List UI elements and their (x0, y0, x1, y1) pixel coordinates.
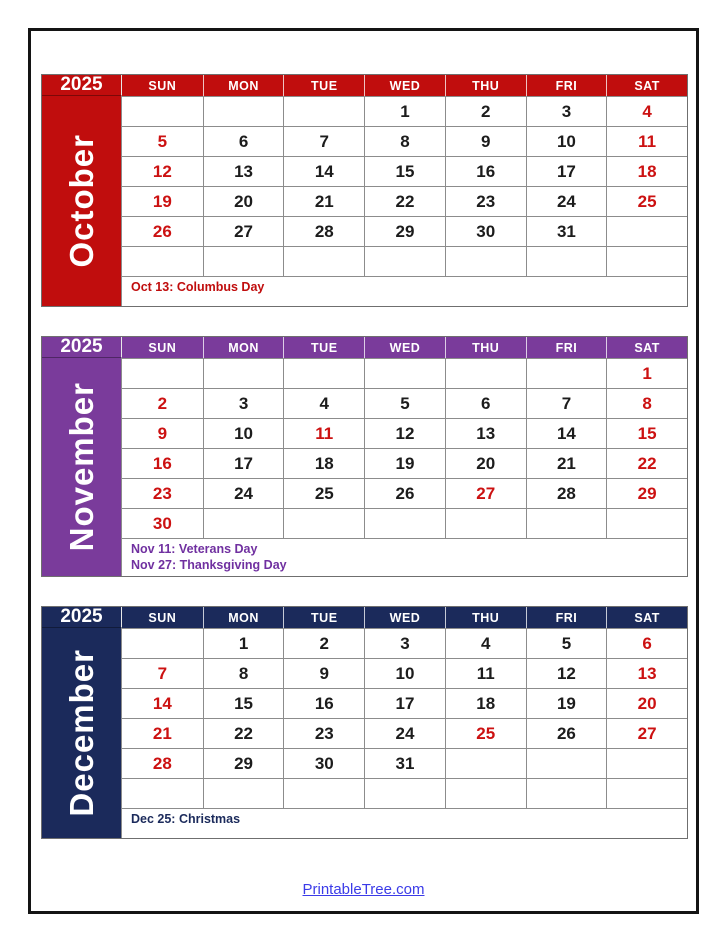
months-container (41, 74, 688, 839)
date-cell-18: 18 (445, 688, 526, 718)
holiday-note: Oct 13: Columbus Day (131, 280, 265, 294)
date-cell-empty (203, 96, 284, 126)
date-cell-22: 22 (606, 448, 687, 478)
date-cell-19: 19 (364, 448, 445, 478)
date-cell-26: 26 (122, 216, 203, 246)
date-cell-15: 15 (606, 418, 687, 448)
date-cell-25: 25 (283, 478, 364, 508)
holiday-notes (122, 276, 687, 306)
date-cell-31: 31 (526, 216, 607, 246)
date-cell-26: 26 (364, 478, 445, 508)
date-cell-28: 28 (283, 216, 364, 246)
date-cell-9: 9 (445, 126, 526, 156)
date-cell-empty (283, 778, 364, 808)
date-cell-2: 2 (122, 388, 203, 418)
date-cell-14: 14 (283, 156, 364, 186)
date-cell-empty (203, 778, 284, 808)
date-cell-5: 5 (122, 126, 203, 156)
day-header-mon: MON (203, 337, 284, 358)
date-cell-8: 8 (606, 388, 687, 418)
day-header-thu: THU (445, 337, 526, 358)
holiday-notes (122, 538, 687, 576)
date-cell-23: 23 (122, 478, 203, 508)
date-cell-5: 5 (364, 388, 445, 418)
date-cell-16: 16 (283, 688, 364, 718)
date-cell-20: 20 (606, 688, 687, 718)
date-cell-29: 29 (364, 216, 445, 246)
date-cell-7: 7 (526, 388, 607, 418)
date-cell-empty (445, 748, 526, 778)
date-cell-empty (445, 246, 526, 276)
date-cell-24: 24 (526, 186, 607, 216)
date-cell-empty (606, 778, 687, 808)
month-sidebar (42, 358, 122, 576)
day-header-sat: SAT (606, 337, 687, 358)
date-cell-30: 30 (122, 508, 203, 538)
date-cell-11: 11 (283, 418, 364, 448)
date-cell-empty (364, 778, 445, 808)
date-cell-empty (606, 216, 687, 246)
date-cell-12: 12 (526, 658, 607, 688)
date-cell-empty (283, 508, 364, 538)
date-cell-19: 19 (526, 688, 607, 718)
day-header-tue: TUE (283, 337, 364, 358)
date-cell-11: 11 (445, 658, 526, 688)
date-cell-20: 20 (445, 448, 526, 478)
date-cell-empty (122, 628, 203, 658)
day-header-tue: TUE (283, 75, 364, 96)
date-cell-empty (445, 778, 526, 808)
date-cell-empty (283, 246, 364, 276)
date-cell-11: 11 (606, 126, 687, 156)
date-cell-9: 9 (283, 658, 364, 688)
month-sidebar (42, 628, 122, 838)
date-cell-empty (445, 358, 526, 388)
date-cell-12: 12 (122, 156, 203, 186)
date-cell-15: 15 (203, 688, 284, 718)
day-header-sun: SUN (122, 337, 203, 358)
date-cell-16: 16 (122, 448, 203, 478)
date-cell-empty (122, 358, 203, 388)
date-cell-13: 13 (203, 156, 284, 186)
date-cell-24: 24 (364, 718, 445, 748)
date-cell-2: 2 (445, 96, 526, 126)
date-cell-17: 17 (203, 448, 284, 478)
date-cell-1: 1 (364, 96, 445, 126)
date-cell-empty (526, 358, 607, 388)
holiday-note: Nov 11: Veterans Day (131, 542, 258, 556)
date-cell-6: 6 (606, 628, 687, 658)
date-cell-12: 12 (364, 418, 445, 448)
date-cell-empty (364, 246, 445, 276)
day-header-sat: SAT (606, 75, 687, 96)
day-header-fri: FRI (526, 337, 607, 358)
date-cell-27: 27 (203, 216, 284, 246)
date-cell-3: 3 (203, 388, 284, 418)
date-cell-empty (606, 508, 687, 538)
calendar-page (28, 28, 699, 914)
date-cell-13: 13 (606, 658, 687, 688)
date-cell-25: 25 (606, 186, 687, 216)
date-cell-empty (283, 358, 364, 388)
date-cell-21: 21 (526, 448, 607, 478)
date-cell-29: 29 (606, 478, 687, 508)
date-cell-empty (203, 508, 284, 538)
year-label: 2025 (42, 75, 122, 96)
date-cell-22: 22 (364, 186, 445, 216)
date-cell-7: 7 (283, 126, 364, 156)
date-cell-empty (122, 246, 203, 276)
day-header-wed: WED (364, 75, 445, 96)
day-header-tue: TUE (283, 607, 364, 628)
date-cell-13: 13 (445, 418, 526, 448)
month-calendar-december (41, 606, 688, 839)
date-cell-17: 17 (364, 688, 445, 718)
date-cell-17: 17 (526, 156, 607, 186)
date-cell-25: 25 (445, 718, 526, 748)
day-header-thu: THU (445, 607, 526, 628)
month-name: November (62, 382, 100, 552)
date-cell-8: 8 (364, 126, 445, 156)
date-cell-23: 23 (283, 718, 364, 748)
date-cell-empty (526, 246, 607, 276)
day-header-fri: FRI (526, 75, 607, 96)
date-cell-23: 23 (445, 186, 526, 216)
date-cell-empty (526, 748, 607, 778)
date-cell-1: 1 (203, 628, 284, 658)
date-cell-6: 6 (445, 388, 526, 418)
date-cell-29: 29 (203, 748, 284, 778)
holiday-note: Dec 25: Christmas (131, 812, 241, 826)
date-cell-15: 15 (364, 156, 445, 186)
date-cell-empty (364, 508, 445, 538)
date-cell-1: 1 (606, 358, 687, 388)
date-cell-21: 21 (283, 186, 364, 216)
date-cell-31: 31 (364, 748, 445, 778)
date-cell-28: 28 (122, 748, 203, 778)
date-cell-3: 3 (526, 96, 607, 126)
date-cell-14: 14 (526, 418, 607, 448)
date-cell-4: 4 (283, 388, 364, 418)
date-cell-5: 5 (526, 628, 607, 658)
day-header-thu: THU (445, 75, 526, 96)
date-cell-9: 9 (122, 418, 203, 448)
footer (31, 881, 696, 899)
date-cell-30: 30 (445, 216, 526, 246)
date-cell-22: 22 (203, 718, 284, 748)
month-sidebar (42, 96, 122, 306)
day-header-sat: SAT (606, 607, 687, 628)
month-name: December (62, 649, 100, 817)
date-cell-20: 20 (203, 186, 284, 216)
date-cell-empty (203, 246, 284, 276)
day-header-wed: WED (364, 607, 445, 628)
date-cell-empty (203, 358, 284, 388)
month-calendar-november (41, 336, 688, 577)
month-calendar-october (41, 74, 688, 307)
year-label: 2025 (42, 337, 122, 358)
date-cell-8: 8 (203, 658, 284, 688)
day-header-sun: SUN (122, 607, 203, 628)
date-cell-empty (606, 748, 687, 778)
day-header-wed: WED (364, 337, 445, 358)
day-header-mon: MON (203, 75, 284, 96)
date-cell-6: 6 (203, 126, 284, 156)
date-cell-empty (526, 778, 607, 808)
date-cell-10: 10 (203, 418, 284, 448)
date-cell-21: 21 (122, 718, 203, 748)
date-cell-empty (122, 96, 203, 126)
date-cell-empty (283, 96, 364, 126)
date-cell-24: 24 (203, 478, 284, 508)
date-cell-4: 4 (445, 628, 526, 658)
date-cell-18: 18 (606, 156, 687, 186)
date-cell-27: 27 (445, 478, 526, 508)
date-cell-28: 28 (526, 478, 607, 508)
date-cell-empty (445, 508, 526, 538)
holiday-notes (122, 808, 687, 838)
date-cell-3: 3 (364, 628, 445, 658)
holiday-note: Nov 27: Thanksgiving Day (131, 557, 287, 572)
date-cell-empty (364, 358, 445, 388)
date-cell-14: 14 (122, 688, 203, 718)
printabletree-link[interactable]: PrintableTree.com (302, 881, 425, 898)
year-label: 2025 (42, 607, 122, 628)
date-cell-16: 16 (445, 156, 526, 186)
date-cell-18: 18 (283, 448, 364, 478)
date-cell-4: 4 (606, 96, 687, 126)
date-cell-30: 30 (283, 748, 364, 778)
date-cell-empty (122, 778, 203, 808)
day-header-fri: FRI (526, 607, 607, 628)
date-cell-10: 10 (364, 658, 445, 688)
date-cell-empty (606, 246, 687, 276)
day-header-mon: MON (203, 607, 284, 628)
date-cell-19: 19 (122, 186, 203, 216)
date-cell-7: 7 (122, 658, 203, 688)
date-cell-26: 26 (526, 718, 607, 748)
date-cell-10: 10 (526, 126, 607, 156)
date-cell-2: 2 (283, 628, 364, 658)
date-cell-27: 27 (606, 718, 687, 748)
month-name: October (62, 134, 100, 268)
date-cell-empty (526, 508, 607, 538)
day-header-sun: SUN (122, 75, 203, 96)
